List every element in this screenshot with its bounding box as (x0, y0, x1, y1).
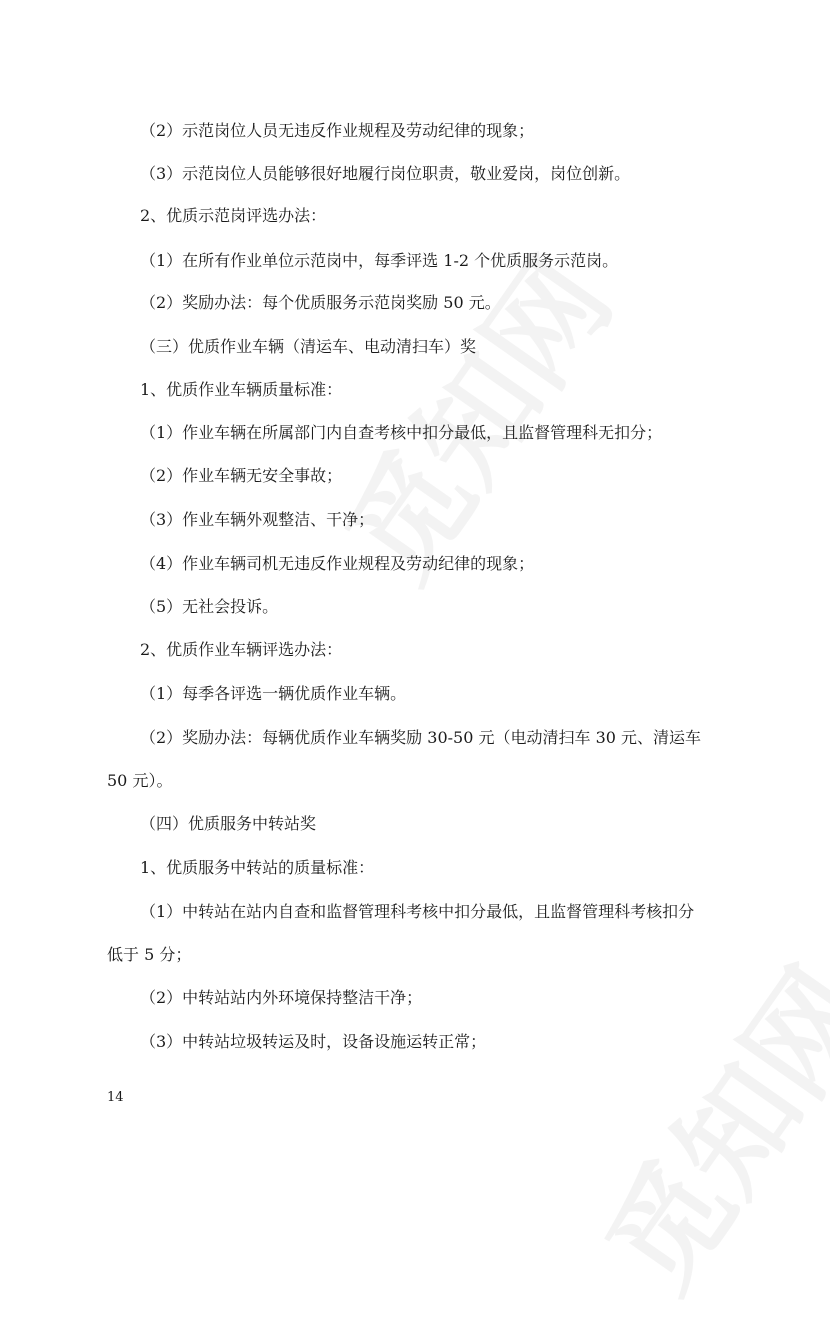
watermark-bottom (560, 930, 830, 1318)
watermark (300, 220, 642, 608)
section-heading: （四）优质服务中转站奖 (140, 814, 317, 833)
text-line: 低于 5 分； (107, 945, 192, 964)
text-line: 50 元）。 (107, 771, 173, 790)
text-line: （3）示范岗位人员能够很好地履行岗位职责，敬业爱岗，岗位创新。 (140, 164, 631, 183)
text-line: （2）示范岗位人员无违反作业规程及劳动纪律的现象； (140, 121, 535, 140)
text-line: （3）作业车辆外观整洁、干净； (140, 510, 375, 529)
section-heading: （三）优质作业车辆（清运车、电动清扫车）奖 (140, 337, 477, 356)
text-line: （1）每季各评选一辆优质作业车辆。 (140, 684, 407, 703)
section-heading: 1、优质服务中转站的质量标准： (140, 858, 375, 877)
text-line: （1）作业车辆在所属部门内自查考核中扣分最低，且监督管理科无扣分； (140, 423, 663, 442)
text-line: （1）在所有作业单位示范岗中，每季评选 1-2 个优质服务示范岗。 (140, 251, 619, 270)
text-line: （4）作业车辆司机无违反作业规程及劳动纪律的现象； (140, 554, 535, 573)
page-number: 14 (107, 1090, 124, 1105)
text-line: （2）奖励办法：每个优质服务示范岗奖励 50 元。 (140, 293, 501, 312)
section-heading: 1、优质作业车辆质量标准： (140, 380, 343, 399)
text-line: （5）无社会投诉。 (140, 597, 279, 616)
section-heading: 2、优质作业车辆评选办法： (140, 640, 343, 659)
section-heading: 2、优质示范岗评选办法： (140, 206, 327, 225)
text-line: （2）奖励办法：每辆优质作业车辆奖励 30-50 元（电动清扫车 30 元、清运车 (140, 728, 702, 747)
text-line: （2）中转站站内外环境保持整洁干净； (140, 988, 423, 1007)
text-line: （1）中转站在站内自查和监督管理科考核中扣分最低，且监督管理科考核扣分 (140, 902, 695, 921)
text-line: （2）作业车辆无安全事故； (140, 466, 343, 485)
text-line: （3）中转站垃圾转运及时，设备设施运转正常； (140, 1032, 487, 1051)
